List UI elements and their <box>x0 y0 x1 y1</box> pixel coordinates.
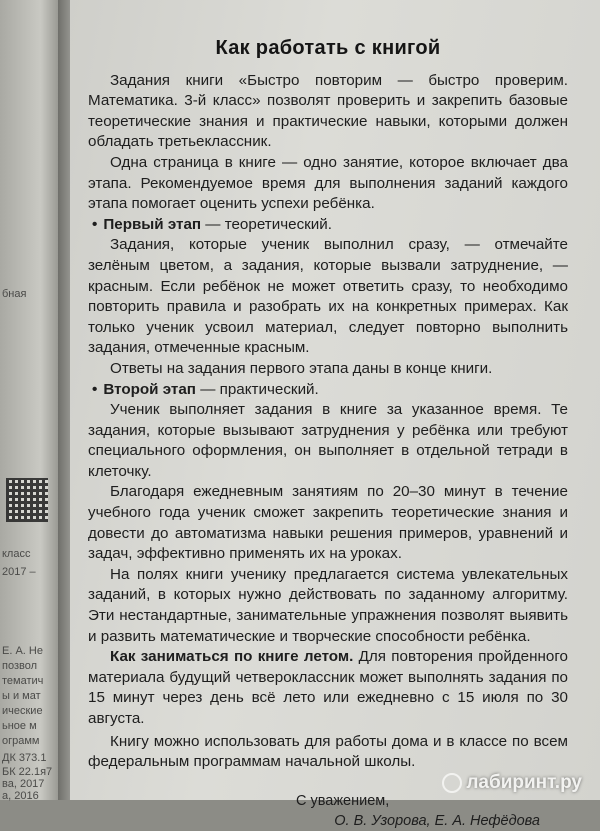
intro-paragraph: Задания книги «Быстро повторим — быстро проверим. Математика. 3-й класс» позволят проверить и закрепить базовые теоретические знания и практические навыки, которыми должен обладать третьеклассник. <box>88 71 568 151</box>
page-title: Как работать с книгой <box>215 37 441 59</box>
answers-paragraph: Ответы на задания первого этапа даны в конце книги. <box>110 359 493 377</box>
qr-code <box>6 478 48 522</box>
left-page-fragment: а, 2016 <box>2 790 39 802</box>
labirint-logo-icon <box>442 773 462 793</box>
watermark-text: лабиринт.ру <box>466 772 582 793</box>
signature-authors: О. В. Узорова, Е. А. Нефёдова <box>334 812 540 829</box>
bullet-icon: • <box>92 380 98 398</box>
left-page-fragment: ьное м <box>2 720 37 732</box>
usage-paragraph: Книгу можно использовать для работы дома и в классе по всем федеральным программам начальной школы. <box>88 732 568 771</box>
watermark <box>442 772 582 794</box>
signature <box>88 791 568 831</box>
left-page-fragment: Е. А. Не <box>2 645 43 657</box>
left-page-fragment: ы и мат <box>2 690 41 702</box>
stages-paragraph: Одна страница в книге — одно занятие, которое включает два этапа. Рекомендуемое время для выполнения заданий каждого этапа помогает оценить успехи ребёнка. <box>88 153 568 213</box>
summer-paragraph <box>88 647 568 729</box>
summer-heading: Как заниматься по книге летом. <box>110 648 354 666</box>
stage-one-paragraph: Задания, которые ученик выполнил сразу, — отмечайте зелёным цветом, а задания, которые вызвали затруднение, — красным. Если ребёнок не может ответить сразу, то необходимо повторить правила и разобрать их на конкретных примерах. Как только ученик усвоил материал, следует повторно выполнить задания, отмеченные красным. <box>88 236 568 357</box>
left-page-fragment: БК 22.1я7 <box>2 766 53 778</box>
stage-one-name: Первый этап <box>103 215 202 233</box>
stage-two-heading <box>88 380 568 401</box>
left-page <box>0 0 58 800</box>
left-page-fragment: ва, 2017 <box>2 778 45 790</box>
stage-two-type: — практический. <box>195 380 319 398</box>
left-page-fragment: ические <box>2 705 43 717</box>
page-content <box>88 38 568 831</box>
signature-greeting: С уважением, <box>296 792 390 809</box>
left-page-fragment: тематич <box>2 675 44 687</box>
left-page-fragment: позвол <box>2 660 38 672</box>
left-page-fragment: класс <box>2 548 31 560</box>
stage-one-heading <box>88 215 568 236</box>
left-page-fragment: 2017 – <box>2 566 36 578</box>
margins-paragraph: На полях книги ученику предлагается система увлекательных заданий, в которых нужно действовать по заданному алгоритму. Эти нестандартные, занимательные упражнения позволят выявить и развить математические и творческие способности ребёнка. <box>88 565 568 645</box>
daily-practice-paragraph: Благодаря ежедневным занятиям по 20–30 минут в течение учебного года ученик сможет закрепить теоретические знания и довести до автоматизма навыки решения примеров, уравнений и задач, эффективно применять их на уроках. <box>88 483 568 563</box>
stage-two-name: Второй этап <box>103 380 196 398</box>
stage-two-paragraph: Ученик выполняет задания в книге за указанное время. Те задания, которые вызывают затруднения у ребёнка или требуют специального оформления, он выполняет в отдельной тетради в клеточку. <box>88 401 568 480</box>
summer-text: Для повторения пройденного материала будущий четвероклассник может выполнять задания по 15 минут через день всё лето или ежедневно с 15 июля по 30 августа. <box>88 648 568 727</box>
left-page-fragment: ограмм <box>2 735 40 747</box>
book-page <box>70 0 600 829</box>
left-page-fragment: ДК 373.1 <box>2 752 47 764</box>
stage-one-type: — теоретический. <box>201 215 332 233</box>
bullet-icon: • <box>92 215 98 233</box>
left-page-fragment: бная <box>2 288 27 300</box>
